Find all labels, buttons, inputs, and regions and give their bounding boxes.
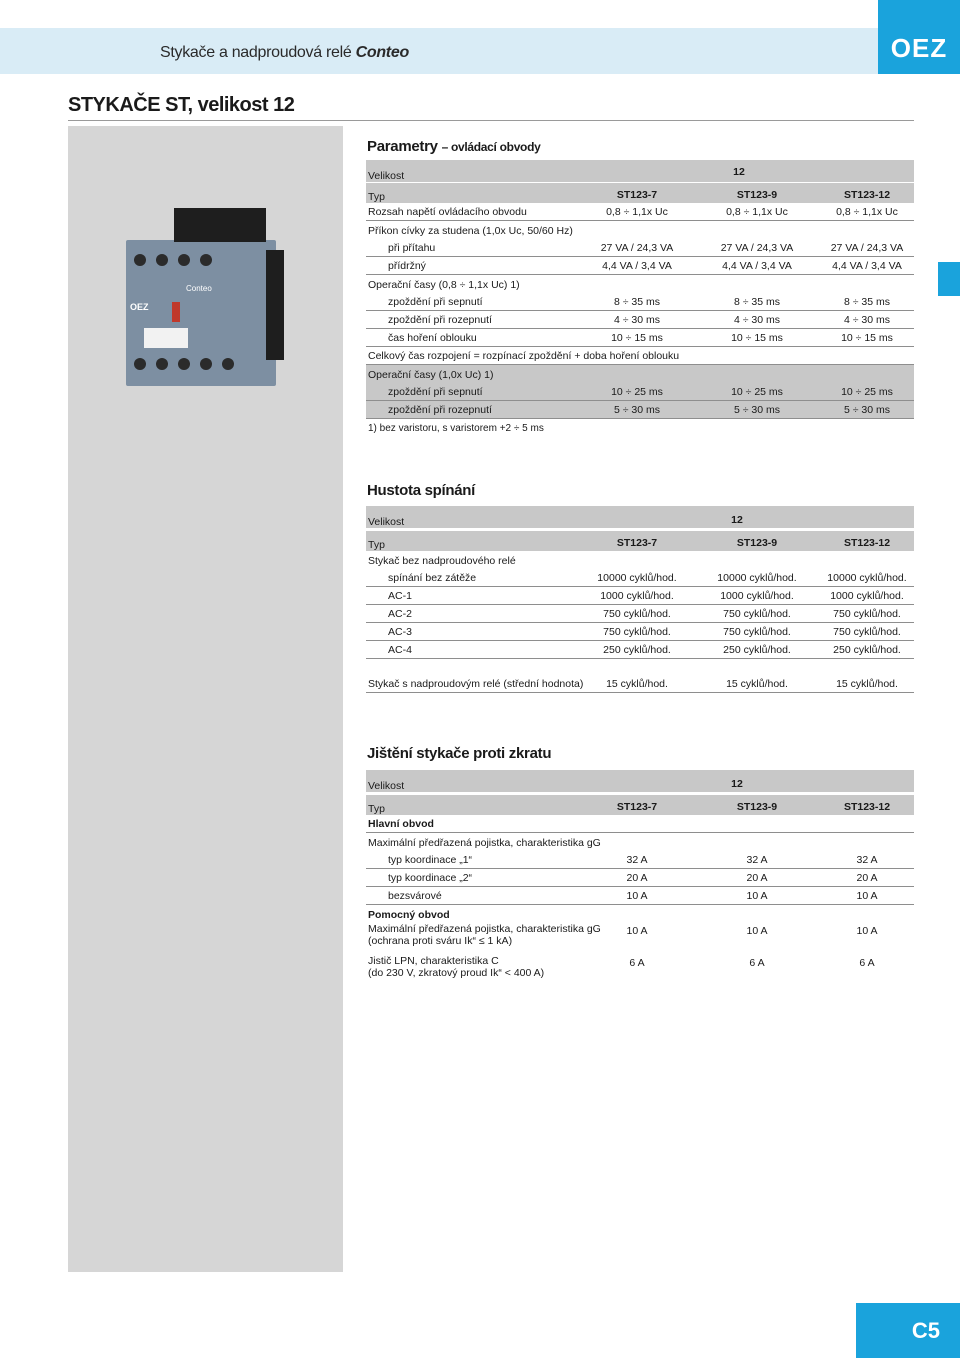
row-label: bezsvárové xyxy=(388,890,442,902)
table-cell: 750 cyklů/hod. xyxy=(723,608,791,620)
table-cell: 6 A xyxy=(859,957,875,969)
row-label: zpoždění při sepnutí xyxy=(388,386,483,398)
row-label: typ koordinace „1“ xyxy=(388,854,473,866)
table-row xyxy=(366,623,914,641)
row-label: Hlavní obvod xyxy=(368,818,434,830)
row-label: Celkový čas rozpojení = rozpínací zpoždění + doba hoření oblouku xyxy=(368,350,680,362)
row-label: při přítahu xyxy=(388,242,436,254)
table-header-label: Velikost xyxy=(368,170,405,182)
table-row xyxy=(366,923,914,955)
table-row xyxy=(366,257,914,275)
table-row xyxy=(366,587,914,605)
parametry-table xyxy=(366,160,914,434)
row-label: Maximální předřazená pojistka, charakteristika gG xyxy=(368,837,601,849)
table-cell: 750 cyklů/hod. xyxy=(723,626,791,638)
table-cell: 750 cyklů/hod. xyxy=(603,608,671,620)
table-cell: 10 ÷ 15 ms xyxy=(731,332,783,344)
type-col: ST123-7 xyxy=(616,537,658,549)
table-row xyxy=(366,851,914,869)
table-cell: 1000 cyklů/hod. xyxy=(600,590,674,602)
type-col: ST123-7 xyxy=(616,801,658,813)
oez-logo: OEZ xyxy=(878,0,960,74)
table-cell: 5 ÷ 30 ms xyxy=(613,404,661,416)
product-model-label: Conteo xyxy=(186,284,212,293)
table-cell: 4,4 VA / 3,4 VA xyxy=(832,260,902,272)
table-cell: 6 A xyxy=(749,957,765,969)
table-cell: 15 cyklů/hod. xyxy=(836,678,898,690)
table-cell: 32 A xyxy=(746,854,768,866)
table-cell: 4,4 VA / 3,4 VA xyxy=(722,260,792,272)
table-cell: 10 ÷ 15 ms xyxy=(611,332,663,344)
table-header-label: Velikost xyxy=(368,780,405,792)
type-col: ST123-9 xyxy=(736,537,778,549)
row-label: Operační časy (0,8 ÷ 1,1x Uc) 1) xyxy=(368,279,520,291)
table-cell: 8 ÷ 35 ms xyxy=(733,296,781,308)
page-badge: C5 xyxy=(856,1303,960,1358)
divider xyxy=(68,120,914,121)
section-title-parametry: Parametry – ovládací obvody xyxy=(367,138,541,155)
table-row xyxy=(366,641,914,659)
row-label: zpoždění při rozepnutí xyxy=(388,404,492,416)
page-title: STYKAČE ST, velikost 12 xyxy=(68,94,295,116)
table-row xyxy=(366,293,914,311)
table-cell: 8 ÷ 35 ms xyxy=(843,296,891,308)
table-row xyxy=(366,275,914,293)
type-col: ST123-12 xyxy=(843,801,891,813)
header-bar xyxy=(0,28,878,74)
row-label: typ koordinace „2“ xyxy=(388,872,473,884)
table-header-label: Velikost xyxy=(368,516,405,528)
table-cell: 10000 cyklů/hod. xyxy=(717,572,797,584)
table-row xyxy=(366,869,914,887)
table-row xyxy=(366,203,914,221)
table-cell: 20 A xyxy=(746,872,768,884)
section-title-hustota: Hustota spínání xyxy=(367,482,476,499)
table-cell: 10 A xyxy=(626,890,648,902)
row-label: čas hoření oblouku xyxy=(388,332,477,344)
table-row xyxy=(366,605,914,623)
table-cell: 6 A xyxy=(629,957,645,969)
table-cell: 10 ÷ 25 ms xyxy=(841,386,893,398)
table-row xyxy=(366,905,914,923)
table-row xyxy=(366,221,914,239)
table-row xyxy=(366,569,914,587)
hustota-table xyxy=(366,506,914,693)
row-label: Rozsah napětí ovládacího obvodu xyxy=(368,206,527,218)
section-title-jisteni: Jištění stykače proti zkratu xyxy=(367,745,552,762)
table-header-label: Typ xyxy=(368,191,385,203)
table-cell: 4 ÷ 30 ms xyxy=(733,314,781,326)
footnote: 1) bez varistoru, s varistorem +2 ÷ 5 ms xyxy=(368,423,544,434)
table-cell: 0,8 ÷ 1,1x Uc xyxy=(606,206,668,218)
table-row xyxy=(366,815,914,833)
row-label: zpoždění při sepnutí xyxy=(388,296,483,308)
row-label: Maximální předřazená pojistka, charakteristika gG (ochrana proti sváru Ik“ ≤ 1 kA) xyxy=(368,923,601,947)
table-cell: 32 A xyxy=(626,854,648,866)
row-label: Stykač bez nadproudového relé xyxy=(368,555,516,567)
product-image xyxy=(126,240,276,386)
table-cell: 20 A xyxy=(626,872,648,884)
table-row xyxy=(366,347,914,365)
table-cell: 5 ÷ 30 ms xyxy=(733,404,781,416)
table-cell: 10 A xyxy=(746,925,768,937)
table-cell: 10000 cyklů/hod. xyxy=(597,572,677,584)
table-cell: 250 cyklů/hod. xyxy=(833,644,901,656)
table-cell: 5 ÷ 30 ms xyxy=(843,404,891,416)
row-label: Příkon cívky za studena (1,0x Uc, 50/60 Hz) xyxy=(368,225,573,237)
table-cell: 10 ÷ 25 ms xyxy=(731,386,783,398)
table-cell: 0,8 ÷ 1,1x Uc xyxy=(726,206,788,218)
row-label: Operační časy (1,0x Uc) 1) xyxy=(368,369,494,381)
table-row xyxy=(366,401,914,419)
table-cell: 10 ÷ 25 ms xyxy=(611,386,663,398)
row-label: Jistič LPN, charakteristika C (do 230 V, zkratový proud Ik“ < 400 A) xyxy=(368,955,545,979)
table-row xyxy=(366,329,914,347)
table-cell: 10 A xyxy=(856,890,878,902)
table-cell: 750 cyklů/hod. xyxy=(833,608,901,620)
row-label: přídržný xyxy=(388,260,426,272)
table-cell: 1000 cyklů/hod. xyxy=(720,590,794,602)
row-label: spínání bez zátěže xyxy=(388,572,477,584)
table-row xyxy=(366,239,914,257)
table-row xyxy=(366,551,914,569)
table-cell: 4 ÷ 30 ms xyxy=(843,314,891,326)
table-header-label: Typ xyxy=(368,539,385,551)
row-label: AC-3 xyxy=(388,626,412,638)
table-cell: 750 cyklů/hod. xyxy=(603,626,671,638)
table-cell: 4,4 VA / 3,4 VA xyxy=(602,260,672,272)
table-row xyxy=(366,955,914,987)
table-cell: 15 cyklů/hod. xyxy=(606,678,668,690)
table-cell: 1000 cyklů/hod. xyxy=(830,590,904,602)
table-cell: 20 A xyxy=(856,872,878,884)
table-cell: 8 ÷ 35 ms xyxy=(613,296,661,308)
velikost-value: 12 xyxy=(733,166,745,178)
row-label: AC-2 xyxy=(388,608,412,620)
row-label: AC-4 xyxy=(388,644,412,656)
type-col: ST123-12 xyxy=(843,537,891,549)
jisteni-table xyxy=(366,770,914,987)
table-row xyxy=(366,833,914,851)
table-row xyxy=(366,383,914,401)
table-cell: 32 A xyxy=(856,854,878,866)
row-label: Stykač s nadproudovým relé (střední hodnota) xyxy=(368,678,584,690)
table-cell: 250 cyklů/hod. xyxy=(723,644,791,656)
type-col: ST123-9 xyxy=(736,189,778,201)
table-cell: 27 VA / 24,3 VA xyxy=(830,242,904,254)
table-row xyxy=(366,659,914,693)
type-col: ST123-12 xyxy=(843,189,891,201)
side-tab-marker xyxy=(938,262,960,296)
type-col: ST123-7 xyxy=(616,189,658,201)
type-col: ST123-9 xyxy=(736,801,778,813)
table-cell: 750 cyklů/hod. xyxy=(833,626,901,638)
table-cell: 250 cyklů/hod. xyxy=(603,644,671,656)
table-row xyxy=(366,311,914,329)
row-label: AC-1 xyxy=(388,590,412,602)
table-cell: 27 VA / 24,3 VA xyxy=(600,242,674,254)
velikost-value: 12 xyxy=(731,778,743,790)
header-title: Stykače a nadproudová relé Conteo xyxy=(160,44,409,61)
table-cell: 27 VA / 24,3 VA xyxy=(720,242,794,254)
table-cell: 10 ÷ 15 ms xyxy=(841,332,893,344)
row-label: Pomocný obvod xyxy=(368,909,450,921)
velikost-value: 12 xyxy=(731,514,743,526)
table-header-label: Typ xyxy=(368,803,385,815)
table-cell: 10 A xyxy=(856,925,878,937)
row-label: zpoždění při rozepnutí xyxy=(388,314,492,326)
table-cell: 10000 cyklů/hod. xyxy=(827,572,907,584)
table-cell: 10 A xyxy=(626,925,648,937)
table-cell: 4 ÷ 30 ms xyxy=(613,314,661,326)
table-cell: 10 A xyxy=(746,890,768,902)
table-row xyxy=(366,887,914,905)
product-brand-label: OEZ xyxy=(130,302,149,312)
table-cell: 0,8 ÷ 1,1x Uc xyxy=(836,206,898,218)
table-cell: 15 cyklů/hod. xyxy=(726,678,788,690)
table-row xyxy=(366,365,914,383)
